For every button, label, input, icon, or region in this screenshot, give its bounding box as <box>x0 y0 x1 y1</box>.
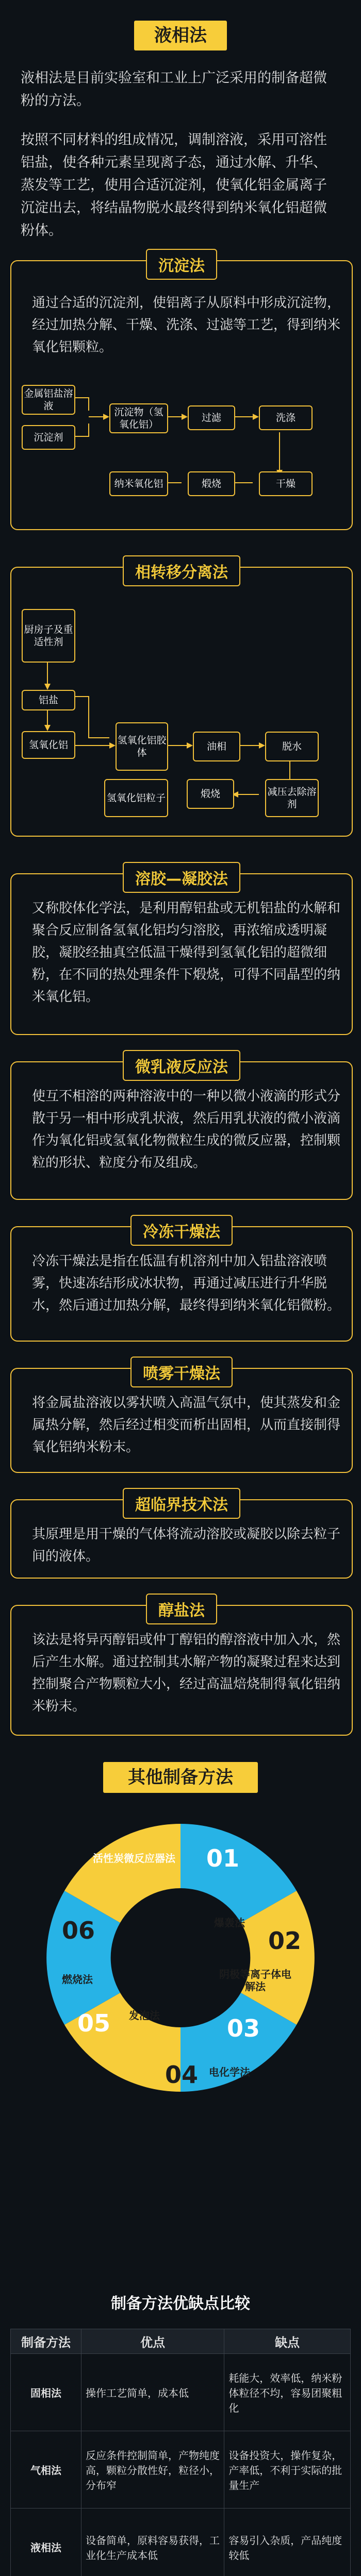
section-text: 使互不相溶的两种溶液中的一种以微小液滴的形式分散于另一相中形成乳状液，然后用乳状液的微小液滴作为氧化铝或氢氧化物微粒生成的微反应器，控制颗粒的形状、粒度分布及组成。 <box>32 1089 341 1171</box>
section-title: 喷雾干燥法 <box>130 1357 233 1387</box>
table-cell-method: 气相法 <box>11 2431 81 2509</box>
compare-title: 制备方法优缺点比较 <box>111 2295 250 2313</box>
flow-node: 沉淀物（氢氧化铝） <box>109 403 168 433</box>
table-row <box>11 2509 351 2576</box>
segment-num: 01 <box>206 1844 240 1872</box>
section-freeze-drying <box>10 1223 353 1342</box>
section-text: 其原理是用干燥的气体将流动溶胶或凝胶以除去粒子间的液体。 <box>32 1527 341 1564</box>
section-text: 将金属盐溶液以雾状喷入高温气氛中，使其蒸发和金属热分解，然后经过相变而析出固相，从而直接制得氧化铝纳米粉末。 <box>32 1395 341 1455</box>
section-title: 微乳液反应法 <box>123 1050 240 1081</box>
segment-label: 爆轰法 <box>214 1917 245 1929</box>
flow-node: 脱水 <box>265 732 319 761</box>
segment-num: 02 <box>268 1927 302 1955</box>
section-title: 溶胶—凝胶法 <box>123 862 240 893</box>
segment-label: 阴极等离子体电解法 <box>219 1968 291 1993</box>
table-cell-method: 固相法 <box>11 2354 81 2431</box>
table-header-row <box>11 2329 351 2354</box>
table-cell-cons: 容易引入杂质，产品纯度较低 <box>224 2509 351 2576</box>
section-text: 又称胶体化学法，是利用醇铝盐或无机铝盐的水解和聚合反应制备氢氧化铝均匀溶胶，再浓缩成透明凝胶，凝胶经抽真空低温干燥得到氢氧化铝的超微细粉，在不同的热处理条件下煅烧，可得不同晶型的纳米氧化铝。 <box>32 901 341 1005</box>
flow-node: 沉淀剂 <box>22 425 75 450</box>
flow-node: 氢氧化铝胶体 <box>116 722 168 771</box>
section-sol-gel <box>10 870 353 1035</box>
table-header: 制备方法 <box>11 2329 81 2354</box>
section-text: 该法是将异丙醇铝或仲丁醇铝的醇溶液中加入水，然后产生水解。通过控制其水解产物的凝聚过程来达到控制聚合产物颗粒大小，经过高温焙烧制得氧化铝纳米粉末。 <box>32 1632 341 1714</box>
flow-node: 煅烧 <box>187 779 234 809</box>
flow-node: 氢氧化铝 <box>22 731 75 759</box>
table-cell-method: 液相法 <box>11 2509 81 2576</box>
section-title: 醇盐法 <box>146 1594 217 1624</box>
section-title: 冷冻干燥法 <box>130 1215 233 1246</box>
section-microemulsion <box>10 1058 353 1200</box>
table-cell-pros: 反应条件控制简单，产物纯度高，颗粒分散性好，粒径小，分布窄 <box>81 2431 224 2509</box>
segment-num: 06 <box>62 1917 95 1944</box>
section-supercritical <box>10 1496 353 1579</box>
segment-label: 活性炭微反应器法 <box>93 1852 175 1865</box>
segment-num: 03 <box>227 2014 260 2042</box>
table-cell-cons: 耗能大，效率低，纳米粉体粒径不均，容易团聚粗化 <box>224 2354 351 2431</box>
flow-node: 洗涤 <box>259 405 313 430</box>
methods-wheel <box>0 1803 361 2267</box>
table-row <box>11 2354 351 2431</box>
flow-node: 厨房子及重适性剂 <box>22 609 75 663</box>
segment-num: 05 <box>77 2009 111 2037</box>
intro-paragraph: 液相法是目前实验室和工业上广泛采用的制备超微粉的方法。 <box>21 70 327 109</box>
other-methods-title: 其他制备方法 <box>103 1762 258 1793</box>
table-header: 优点 <box>81 2329 224 2354</box>
section-text: 冷冻干燥法是指在低温有机溶剂中加入铝盐溶液喷雾，快速冻结形成冰状物，再通过减压进行升华脱水，然后通过加热分解，最终得到纳米氧化铝微粉。 <box>32 1253 341 1313</box>
flow-node: 金属铝盐溶液 <box>22 385 75 415</box>
table-cell-cons: 设备投资大，操作复杂，产率低，不利于实际的批量生产 <box>224 2431 351 2509</box>
flow-node: 煅烧 <box>188 471 235 496</box>
segment-label: 电化学法 <box>209 2066 250 2078</box>
segment-num: 04 <box>165 2061 199 2089</box>
table-cell-pros: 设备简单，原料容易获得，工业化生产成本低 <box>81 2509 224 2576</box>
section-title: 沉淀法 <box>146 249 217 280</box>
flow-node: 过滤 <box>188 405 235 430</box>
flow-node: 减压去除溶剂 <box>265 779 319 817</box>
section-text: 通过合适的沉淀剂，使铝离子从原料中形成沉淀物，经过加热分解、干燥、洗涤、过滤等工艺，得到纳米氧化铝颗粒。 <box>32 295 341 355</box>
flow-node: 干燥 <box>259 471 313 496</box>
intro-description: 按照不同材料的组成情况，调制溶液，采用可溶性铝盐，使各种元素呈现离子态，通过水解、升华、蒸发等工艺，使用合适沉淀剂，使氧化铝金属离子沉淀出去，将结晶物脱水最终得到纳米氧化铝超微粉体。 <box>21 132 327 239</box>
flow-node: 油相 <box>193 732 240 761</box>
section-title: 相转移分离法 <box>123 555 240 586</box>
flow-node: 铝盐 <box>22 690 75 710</box>
table-cell-pros: 操作工艺简单，成本低 <box>81 2354 224 2431</box>
flow-node: 氢氧化铝粒子 <box>104 779 168 817</box>
segment-label: 燃烧法 <box>62 1973 93 1986</box>
section-precipitation <box>10 257 353 530</box>
section-alkoxide <box>10 1602 353 1736</box>
table-header: 缺点 <box>224 2329 351 2354</box>
segment-label: 发泡法 <box>129 2009 160 2022</box>
section-title: 超临界技术法 <box>123 1488 240 1519</box>
flow-node: 纳米氧化铝 <box>109 471 168 496</box>
section-phase-transfer <box>10 564 353 837</box>
table-row <box>11 2431 351 2509</box>
section-spray-drying <box>10 1365 353 1473</box>
main-title: 液相法 <box>134 21 227 50</box>
compare-table <box>10 2329 351 2576</box>
